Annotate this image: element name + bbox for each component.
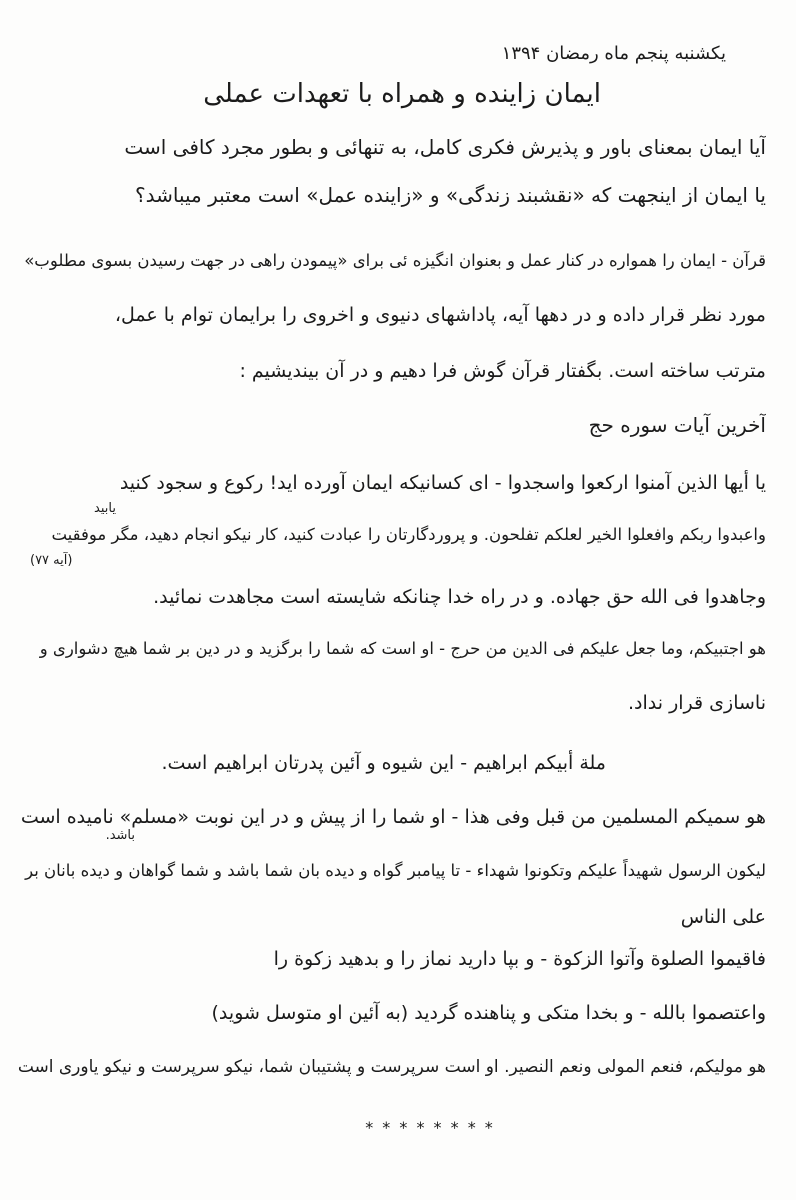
intro-line-5: مترتب ساخته است. بگفتار قرآن گوش فرا دهیم و در آن بیندیشیم : bbox=[239, 360, 766, 382]
margin-note-yabid: یابید bbox=[94, 501, 116, 516]
verse-line-11: واعتصموا بالله - و بخدا متکی و پناهنده گردید (به آئین او متوسل شوید) bbox=[211, 1002, 766, 1024]
verse-line-7: هو سمیکم المسلمین من قبل وفی هذا - او شما را از پیش و در این نوبت «مسلم» نامیده است bbox=[20, 806, 766, 828]
intro-line-2: یا ایمان از اینجهت که «نقشبند زندگی» و «زاینده عمل» است معتبر میباشد؟ bbox=[134, 183, 766, 207]
verse-line-12: هو مولیکم، فنعم المولی ونعم النصیر. او است سرپرست و پشتیبان شما، نیکو سرپرست و نیکو یاوری است bbox=[17, 1057, 766, 1077]
verse-line-5: ناسازی قرار نداد. bbox=[628, 692, 766, 714]
verse-line-4: هو اجتبیکم، وما جعل علیکم فی الدین من حرج - او است که شما را برگزید و در دین بر شما هیچ دشواری و bbox=[39, 639, 766, 658]
verse-line-10: فاقیموا الصلوة وآتوا الزکوة - و بپا دارید نماز را و بدهید زکوة را bbox=[273, 948, 766, 970]
intro-line-3: قرآن - ایمان را همواره در کنار عمل و بعنوان انگیزه ئی برای «پیمودن راهی در جهت رسیدن بسوی مطلوب» bbox=[24, 251, 766, 270]
verse-line-6: ملة أبیکم ابراهیم - این شیوه و آئین پدرتان ابراهیم است. bbox=[161, 752, 606, 774]
verse-line-1: یا أیها الذین آمنوا ارکعوا واسجدوا - ای کسانیکه ایمان آورده اید! رکوع و سجود کنید bbox=[119, 472, 766, 494]
verse-line-8: لیکون الرسول شهیداً علیکم وتکونوا شهداء - تا پیامبر گواه و دیده بان شما باشد و شما گواهان و دیده بانان بر bbox=[25, 861, 766, 880]
section-heading: آخرین آیات سوره حج bbox=[588, 413, 766, 437]
verse-line-3: وجاهدوا فی الله حق جهاده. و در راه خدا چنانکه شایسته است مجاهدت نمائید. bbox=[153, 586, 766, 608]
intro-line-1: آیا ایمان بمعنای باور و پذیرش فکری کامل، به تنهائی و بطور مجرد کافی است bbox=[124, 135, 766, 159]
verse-line-2: واعبدوا ربکم وافعلوا الخیر لعلکم تفلحون. و پروردگارتان را عبادت کنید، کار نیکو انجام دهید، مگر موفقیت bbox=[51, 525, 766, 544]
verse-reference-note: (آیه ۷۷) bbox=[30, 553, 73, 568]
page-title: ایمان زاینده و همراه با تعهدات عملی bbox=[203, 79, 601, 109]
separator-stars: * * * * * * * * bbox=[365, 1118, 495, 1137]
intro-line-4: مورد نظر قرار داده و در دهها آیه، پاداشهای دنیوی و اخروی را برایمان توام با عمل، bbox=[114, 304, 766, 326]
margin-note-bashad: باشد. bbox=[105, 828, 135, 843]
date-line: یکشنبه پنجم ماه رمضان ۱۳۹۴ bbox=[501, 43, 726, 64]
verse-line-9: علی الناس bbox=[680, 906, 766, 928]
